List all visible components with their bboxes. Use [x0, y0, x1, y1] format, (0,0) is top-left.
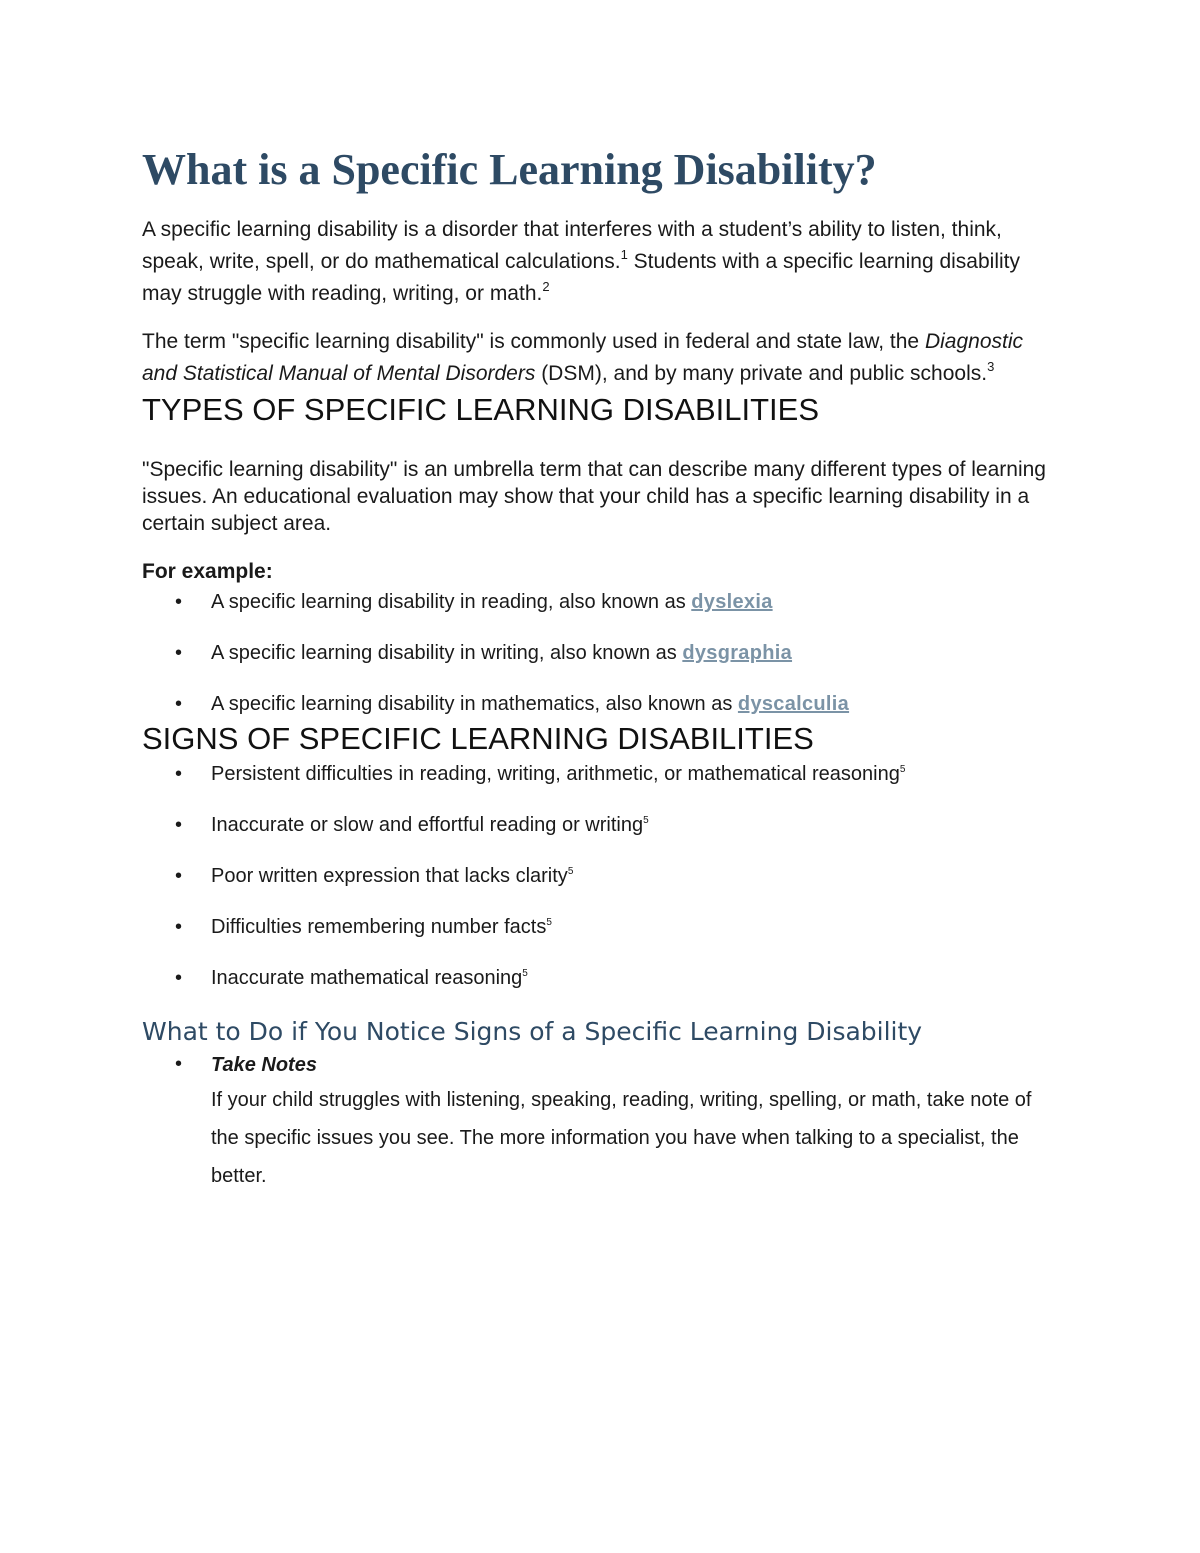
intro-paragraph-2 — [142, 326, 1062, 390]
sign-text: Persistent difficulties in reading, writing, arithmetic, or mathematical reasoning — [211, 763, 900, 785]
footnote-ref-5: 5 — [899, 764, 906, 775]
example-text: A specific learning disability in reading, also known as — [211, 591, 692, 613]
list-item — [142, 963, 1062, 993]
take-notes-title: Take Notes — [211, 1054, 317, 1076]
intro-p2-text-1: The term "specific learning disability" is commonly used in federal and state law, the — [142, 330, 925, 353]
bullet-icon: • — [175, 865, 183, 887]
intro-p2-text-2: (DSM), and by many private and public schools. — [535, 362, 988, 385]
dyscalculia-link[interactable]: dyscalculia — [737, 693, 850, 715]
footnote-ref-1: 1 — [620, 247, 628, 262]
bullet-icon: • — [175, 967, 183, 989]
footnote-ref-5: 5 — [522, 968, 528, 979]
bullet-icon: • — [175, 1053, 183, 1075]
footnote-ref-5: 5 — [546, 917, 552, 928]
intro-p1-text-1: A specific learning disability is a disorder that interferes with a student’s ability to listen, think, speak, write, spell, or do mathematical calculations. — [142, 218, 1002, 273]
sign-text: Difficulties remembering number facts — [211, 916, 547, 938]
types-heading: TYPES OF SPECIFIC LEARNING DISABILITIES — [142, 392, 819, 427]
intro-p1-text-2: Students with a specific learning disability may struggle with reading, writing, or math. — [142, 250, 1020, 305]
list-item — [142, 587, 1062, 617]
footnote-ref-5: 5 — [643, 815, 649, 826]
list-item — [142, 638, 1062, 668]
signs-heading: SIGNS OF SPECIFIC LEARNING DISABILITIES — [142, 721, 814, 756]
what-to-do-heading: What to Do if You Notice Signs of a Specific Learning Disability — [142, 1017, 923, 1046]
bullet-icon: • — [175, 693, 183, 715]
sign-text: Inaccurate or slow and effortful reading or writing — [211, 814, 644, 836]
example-text: A specific learning disability in writing, also known as — [211, 642, 683, 664]
dsm-title: Diagnostic and Statistical Manual of Mental Disorders — [142, 330, 1024, 385]
for-example-label: For example: — [142, 560, 273, 583]
list-item — [142, 689, 1062, 719]
signs-list — [142, 759, 1062, 993]
document-content — [142, 140, 1062, 1195]
footnote-ref-2: 2 — [542, 279, 550, 294]
list-item — [142, 861, 1062, 891]
types-paragraph: "Specific learning disability" is an umbrella term that can describe many different types of learning issues. An educational evaluation may show that your child has a specific learning disability in a certain subject area. — [142, 458, 1046, 535]
footnote-ref-3: 3 — [987, 359, 995, 374]
example-text: A specific learning disability in mathematics, also known as — [211, 693, 738, 715]
footnote-ref-5: 5 — [567, 866, 574, 877]
what-to-do-list — [142, 1049, 1062, 1195]
bullet-icon: • — [175, 916, 183, 938]
take-notes-body: If your child struggles with listening, speaking, reading, writing, spelling, or math, take note of the specific issues you see. The more information you have when talking to a specialist, the better. — [211, 1089, 1032, 1187]
dyslexia-link[interactable]: dyslexia — [691, 591, 773, 613]
list-item — [142, 912, 1062, 942]
bullet-icon: • — [175, 642, 183, 664]
list-item — [142, 810, 1062, 840]
bullet-icon: • — [175, 814, 183, 836]
list-item — [142, 759, 1062, 789]
intro-paragraph-1 — [142, 214, 1062, 310]
page-title: What is a Specific Learning Disability? — [142, 145, 877, 194]
list-item — [142, 1049, 1062, 1195]
bullet-icon: • — [175, 763, 183, 785]
sign-text: Poor written expression that lacks clarity — [211, 865, 568, 887]
sign-text: Inaccurate mathematical reasoning — [211, 967, 523, 989]
bullet-icon: • — [175, 591, 183, 613]
dysgraphia-link[interactable]: dysgraphia — [682, 642, 793, 664]
examples-list — [142, 587, 1062, 719]
